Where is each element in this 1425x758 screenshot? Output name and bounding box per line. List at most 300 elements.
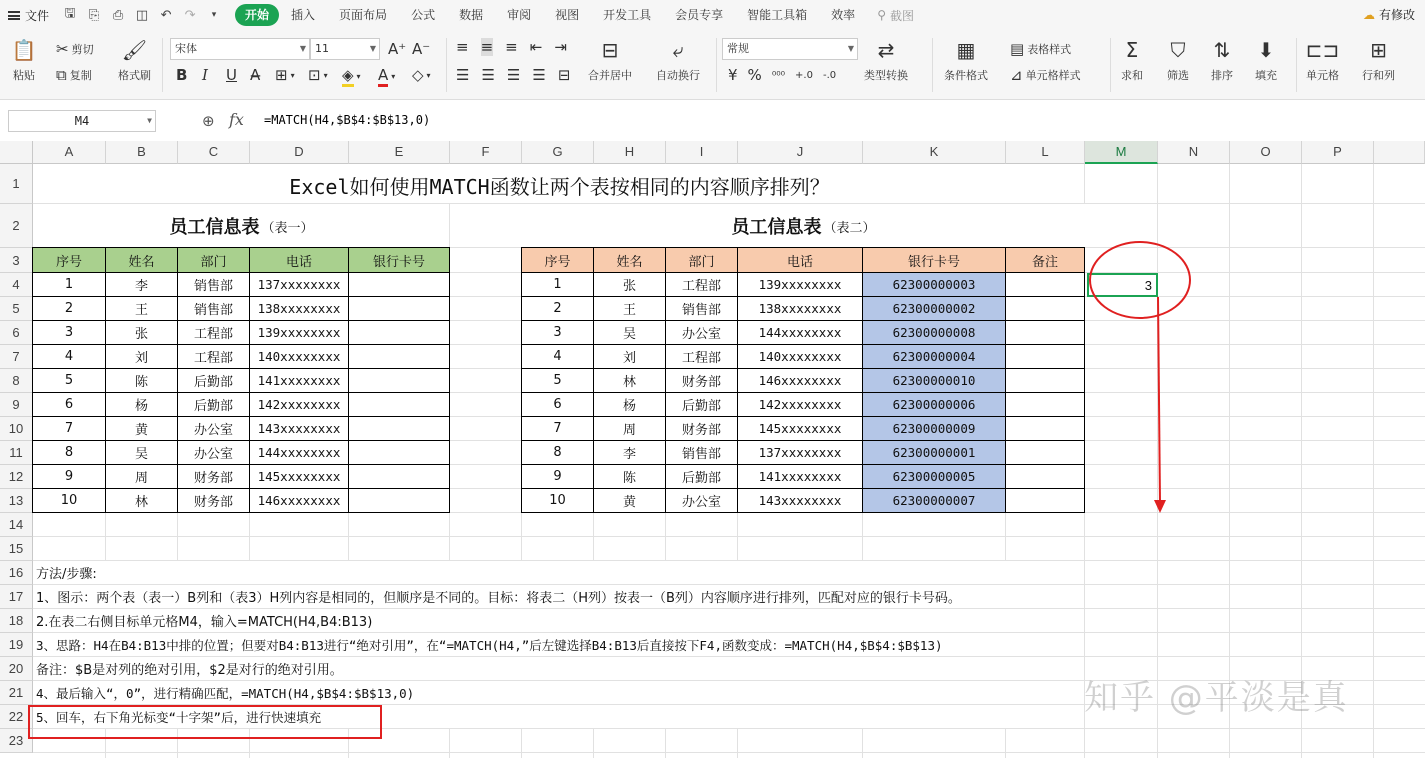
table1-data-cell[interactable]: 141xxxxxxxx xyxy=(250,369,349,393)
paste-button[interactable] xyxy=(10,36,38,83)
table1-data-cell[interactable]: 7 xyxy=(33,417,106,441)
column-header-c[interactable]: C xyxy=(178,141,250,164)
table1-data-cell[interactable]: 5 xyxy=(33,369,106,393)
step-text-0: 方法/步骤: xyxy=(36,567,97,582)
table2-header-cell[interactable]: 电话 xyxy=(738,248,863,273)
table1-data-cell[interactable]: 8 xyxy=(33,441,106,465)
table2-data-cell[interactable]: 62300000006 xyxy=(863,393,1006,417)
zoom-icon[interactable]: ⊕ xyxy=(202,112,215,130)
cond-format-label: 条件格式 xyxy=(944,69,988,82)
gridline-vertical xyxy=(1301,164,1302,758)
table1-data-cell[interactable]: 143xxxxxxxx xyxy=(250,417,349,441)
cell-button[interactable] xyxy=(1306,36,1339,83)
menu-bar xyxy=(0,0,1425,30)
distributed-icon[interactable]: ⊟ xyxy=(557,66,571,84)
table2-data-cell[interactable]: 1 xyxy=(522,273,594,297)
sigma-icon: Σ xyxy=(1125,38,1139,62)
align-bottom-icon[interactable]: ≡ xyxy=(505,38,518,56)
name-box[interactable] xyxy=(8,110,156,132)
table2-data-cell[interactable]: 9 xyxy=(522,465,594,489)
convert-icon: ⇄ xyxy=(877,38,895,62)
type-convert-button[interactable] xyxy=(864,36,908,83)
table2-data-cell[interactable]: 后勤部 xyxy=(666,465,738,489)
table1-data-cell[interactable]: 刘 xyxy=(106,345,178,369)
table1-data-cell[interactable]: 9 xyxy=(33,465,106,489)
table1-data-cell[interactable]: 139xxxxxxxx xyxy=(250,321,349,345)
align-center-icon[interactable]: ☰ xyxy=(481,66,495,84)
table2-data-cell[interactable] xyxy=(1006,393,1085,417)
table1-data-cell[interactable]: 1 xyxy=(33,273,106,297)
cut-button[interactable] xyxy=(56,40,94,58)
column-header-f[interactable]: F xyxy=(450,141,522,164)
table1-data-cell[interactable]: 6 xyxy=(33,393,106,417)
wrap-icon: ⤶ xyxy=(672,38,684,62)
row-header-14[interactable]: 14 xyxy=(0,513,33,537)
table1-header-cell[interactable]: 电话 xyxy=(250,248,349,273)
ribbon-divider xyxy=(1296,38,1297,92)
table1-data-cell[interactable]: 黄 xyxy=(106,417,178,441)
table1-data-cell[interactable]: 10 xyxy=(33,489,106,513)
sum-button[interactable] xyxy=(1118,36,1146,83)
row-header-7[interactable]: 7 xyxy=(0,345,33,369)
file-menu-label: 文件 xyxy=(25,8,50,23)
table2-data-cell[interactable]: 62300000002 xyxy=(863,297,1006,321)
table2-data-cell[interactable]: 周 xyxy=(594,417,666,441)
table1-data-cell[interactable]: 财务部 xyxy=(178,489,250,513)
chevron-down-icon[interactable]: ▾ xyxy=(211,10,217,20)
table-style-button[interactable] xyxy=(1010,40,1071,58)
table2-data-cell[interactable]: 黄 xyxy=(594,489,666,513)
wrap-text-button[interactable] xyxy=(656,36,700,83)
table2-data-cell[interactable]: 62300000005 xyxy=(863,465,1006,489)
clear-button[interactable]: ◇ ▾ xyxy=(412,66,431,84)
ribbon-divider xyxy=(446,38,447,92)
gridline-vertical xyxy=(1157,164,1158,758)
export-icon[interactable]: ⎘ xyxy=(88,7,100,23)
tab-3[interactable]: 公式 xyxy=(411,8,436,22)
font-decrease-icon: A⁻ xyxy=(412,40,431,58)
table2-data-cell[interactable]: 142xxxxxxxx xyxy=(738,393,863,417)
table2-data-cell[interactable]: 6 xyxy=(522,393,594,417)
table1-data-cell[interactable]: 吴 xyxy=(106,441,178,465)
table2-data-cell[interactable]: 林 xyxy=(594,369,666,393)
table1-data-cell[interactable]: 4 xyxy=(33,345,106,369)
underline-button[interactable] xyxy=(226,66,237,84)
column-header-a[interactable]: A xyxy=(33,141,106,164)
tab-7[interactable]: 开发工具 xyxy=(603,8,652,22)
align-middle-icon[interactable]: ≡ xyxy=(480,38,494,56)
border-icon: ⊞ xyxy=(275,66,288,84)
table2-data-cell[interactable]: 4 xyxy=(522,345,594,369)
table2-data-cell[interactable]: 李 xyxy=(594,441,666,465)
table1-data-cell[interactable]: 王 xyxy=(106,297,178,321)
step-text-3: 3、思路：H4在B4:B13中排的位置；但要对B4:B13进行“绝对引用”，在“=MATCH(H4,”后左键选择B4:B13后直接按下F4,函数变成：=MATCH(H4,$B$4:$B$13) xyxy=(36,637,943,653)
border-button[interactable]: ⊞ ▾ xyxy=(275,66,295,84)
chevron-down-icon: ▼ xyxy=(147,116,152,125)
column-header-j[interactable]: J xyxy=(738,141,863,164)
table1-data-cell[interactable]: 144xxxxxxxx xyxy=(250,441,349,465)
table2-data-cell[interactable]: 62300000001 xyxy=(863,441,1006,465)
copy-icon: ⧉ xyxy=(56,66,67,84)
tab-5[interactable]: 审阅 xyxy=(507,8,532,22)
row-header-12[interactable]: 12 xyxy=(0,465,33,489)
row-col-button[interactable] xyxy=(1362,36,1395,83)
column-header-d[interactable]: D xyxy=(250,141,349,164)
table1-title xyxy=(34,208,449,244)
tab-2[interactable]: 页面布局 xyxy=(339,8,388,22)
column-header-n[interactable]: N xyxy=(1158,141,1230,164)
eraser-icon: ◇ xyxy=(412,66,424,84)
table2-data-cell[interactable] xyxy=(1006,369,1085,393)
table1-data-cell[interactable]: 林 xyxy=(106,489,178,513)
selected-cell-m4[interactable]: 3 xyxy=(1087,273,1158,297)
table2-data-cell[interactable]: 62300000010 xyxy=(863,369,1006,393)
row-header-21[interactable]: 21 xyxy=(0,681,33,705)
table1-data-cell[interactable]: 工程部 xyxy=(178,321,250,345)
table2-data-cell[interactable]: 工程部 xyxy=(666,273,738,297)
sort-icon: ⇅ xyxy=(1213,38,1231,62)
ribbon xyxy=(0,30,1425,100)
search-label: 截图 xyxy=(889,8,914,23)
table1-data-cell[interactable]: 后勤部 xyxy=(178,369,250,393)
table1-header-cell[interactable]: 序号 xyxy=(33,248,106,273)
table2-data-cell[interactable] xyxy=(1006,345,1085,369)
table2-data-cell[interactable]: 8 xyxy=(522,441,594,465)
align-left-icon[interactable]: ☰ xyxy=(456,66,470,84)
table2-data-cell[interactable]: 137xxxxxxxx xyxy=(738,441,863,465)
filter-label: 筛选 xyxy=(1167,69,1189,82)
paint-bucket-icon: ◈ xyxy=(342,66,354,87)
table1-data-cell[interactable]: 137xxxxxxxx xyxy=(250,273,349,297)
table2-data-cell[interactable]: 62300000003 xyxy=(863,273,1006,297)
number-format-select[interactable] xyxy=(722,38,858,60)
formula-bar xyxy=(0,108,1425,136)
step-text-1: 1、图示：两个表（表一）B列和（表3）H列内容是相同的，但顺序是不同的。目标：将表二（H列）按表一（B列）内容顺序进行排列，匹配对应的银行卡号码。 xyxy=(36,591,961,606)
sum-label: 求和 xyxy=(1121,69,1143,82)
table2-data-cell[interactable]: 刘 xyxy=(594,345,666,369)
table2-data-cell[interactable]: 138xxxxxxxx xyxy=(738,297,863,321)
decimal-increase-icon[interactable]: +.0 xyxy=(795,69,813,81)
row-header-19[interactable]: 19 xyxy=(0,633,33,657)
table2-data-cell[interactable]: 140xxxxxxxx xyxy=(738,345,863,369)
cell-style-button[interactable] xyxy=(1010,66,1081,84)
table-style-label: 表格样式 xyxy=(1027,43,1072,56)
ribbon-tabs xyxy=(235,4,867,26)
percent-icon[interactable]: % xyxy=(747,66,762,84)
column-header-o[interactable]: O xyxy=(1230,141,1302,164)
table1-title-text: 员工信息表 xyxy=(169,217,260,238)
merge-center-label: 合并居中 xyxy=(588,69,632,82)
indent-increase-icon[interactable]: ⇥ xyxy=(554,38,567,56)
table1-data-cell[interactable]: 财务部 xyxy=(178,465,250,489)
row-header-3[interactable]: 3 xyxy=(0,248,33,273)
row-header-1[interactable]: 1 xyxy=(0,164,33,204)
column-header-p[interactable]: P xyxy=(1302,141,1374,164)
print-preview-icon[interactable]: ◫ xyxy=(135,7,149,23)
table2-data-cell[interactable]: 2 xyxy=(522,297,594,321)
number-tools xyxy=(728,66,836,84)
column-header-l[interactable]: L xyxy=(1006,141,1085,164)
table1-data-cell[interactable] xyxy=(349,297,450,321)
table2-data-cell[interactable] xyxy=(1006,273,1085,297)
row-header-13[interactable]: 13 xyxy=(0,489,33,513)
gridline-horizontal xyxy=(33,728,1425,729)
copy-button[interactable] xyxy=(56,66,92,84)
table1-data-cell[interactable]: 李 xyxy=(106,273,178,297)
column-header-m[interactable]: M xyxy=(1085,141,1158,164)
search-box[interactable] xyxy=(877,7,914,24)
table2-data-cell[interactable]: 62300000008 xyxy=(863,321,1006,345)
tab-4[interactable]: 数据 xyxy=(459,8,484,22)
table2-data-cell[interactable]: 工程部 xyxy=(666,345,738,369)
column-header-e[interactable]: E xyxy=(349,141,450,164)
tab-8[interactable]: 会员专享 xyxy=(675,8,724,22)
table1-data-cell[interactable] xyxy=(349,489,450,513)
table2-data-cell[interactable]: 后勤部 xyxy=(666,393,738,417)
column-header-h[interactable]: H xyxy=(594,141,666,164)
table1-data-cell[interactable] xyxy=(349,369,450,393)
row-header-22[interactable]: 22 xyxy=(0,705,33,729)
revise-button[interactable] xyxy=(1363,6,1415,23)
table2-data-cell[interactable] xyxy=(1006,465,1085,489)
step-text-4: 备注：$B是对列的绝对引用，$2是对行的绝对引用。 xyxy=(36,663,343,678)
tab-10[interactable]: 效率 xyxy=(831,8,856,22)
thousands-icon[interactable]: ⁰⁰⁰ xyxy=(771,68,786,82)
ribbon-divider xyxy=(932,38,933,92)
row-header-2[interactable]: 2 xyxy=(0,204,33,248)
table2-header-cell[interactable]: 银行卡号 xyxy=(863,248,1006,273)
row-header-16[interactable]: 16 xyxy=(0,561,33,585)
redo-icon[interactable]: ↷ xyxy=(184,7,196,23)
table2-data-cell[interactable]: 145xxxxxxxx xyxy=(738,417,863,441)
table2-data-cell[interactable] xyxy=(1006,297,1085,321)
conditional-format-button[interactable] xyxy=(944,36,988,83)
name-box-value: M4 xyxy=(74,114,90,128)
number-format-value: 常规 xyxy=(727,42,749,55)
font-name-select[interactable] xyxy=(170,38,310,60)
font-color-icon: A xyxy=(378,66,388,87)
align-right-icon[interactable]: ☰ xyxy=(506,66,521,84)
table1-data-cell[interactable] xyxy=(349,465,450,489)
table2-data-cell[interactable]: 5 xyxy=(522,369,594,393)
table2-data-cell[interactable]: 张 xyxy=(594,273,666,297)
row-col-label: 行和列 xyxy=(1362,69,1395,82)
decrease-font-button[interactable] xyxy=(412,40,430,58)
decimal-decrease-icon[interactable]: -.0 xyxy=(822,69,837,81)
table1-data-cell[interactable]: 146xxxxxxxx xyxy=(250,489,349,513)
indent-decrease-icon[interactable]: ⇤ xyxy=(529,38,543,56)
tab-1[interactable]: 插入 xyxy=(291,8,316,22)
save-icon[interactable]: 🖫 xyxy=(64,6,76,21)
table1-data-cell[interactable]: 张 xyxy=(106,321,178,345)
table2-data-cell[interactable]: 62300000004 xyxy=(863,345,1006,369)
table1-data-cell[interactable] xyxy=(349,321,450,345)
cell-style-icon: ⊿ xyxy=(1010,66,1023,84)
tab-6[interactable]: 视图 xyxy=(555,8,580,22)
table2-data-cell[interactable]: 141xxxxxxxx xyxy=(738,465,863,489)
font-increase-icon: A⁺ xyxy=(388,40,407,58)
filter-icon: ⛉ xyxy=(1170,38,1186,62)
table1-data-cell[interactable]: 陈 xyxy=(106,369,178,393)
table2-data-cell[interactable]: 146xxxxxxxx xyxy=(738,369,863,393)
function-icon[interactable]: fx xyxy=(229,110,244,129)
ribbon-divider xyxy=(1110,38,1111,92)
table2-data-cell[interactable]: 62300000007 xyxy=(863,489,1006,513)
table1-data-cell[interactable]: 周 xyxy=(106,465,178,489)
column-header-k[interactable]: K xyxy=(863,141,1006,164)
table2-data-cell[interactable]: 陈 xyxy=(594,465,666,489)
grid-icon: ▦ xyxy=(956,38,976,62)
table1-data-cell[interactable]: 后勤部 xyxy=(178,393,250,417)
column-header-b[interactable]: B xyxy=(106,141,178,164)
font-size-value: 11 xyxy=(315,42,329,55)
cell-fill-style-button[interactable]: ⊡ ▾ xyxy=(308,66,328,84)
table1-data-cell[interactable]: 办公室 xyxy=(178,441,250,465)
table1-data-cell[interactable] xyxy=(349,393,450,417)
watermark: 知乎 @平淡是真 xyxy=(1084,678,1349,718)
table1-header-cell[interactable]: 银行卡号 xyxy=(349,248,450,273)
sheet-title: Excel如何使用MATCH函数让两个表按相同的内容顺序排列？ xyxy=(289,174,830,199)
table2-data-cell[interactable]: 财务部 xyxy=(666,417,738,441)
table2-header-cell[interactable]: 备注 xyxy=(1006,248,1085,273)
italic-button[interactable] xyxy=(202,66,208,84)
cloud-icon: ☁ xyxy=(1362,7,1375,22)
scissors-icon: ✂ xyxy=(56,40,69,58)
gridline-vertical xyxy=(1373,164,1374,758)
table2-data-cell[interactable]: 王 xyxy=(594,297,666,321)
fill-down-icon: ⬇ xyxy=(1257,38,1275,62)
step-row-area xyxy=(33,561,1084,584)
row-header-11[interactable]: 11 xyxy=(0,441,33,465)
row-header-15[interactable]: 15 xyxy=(0,537,33,561)
format-painter-label: 格式刷 xyxy=(118,69,151,82)
strikethrough-button[interactable] xyxy=(250,66,260,84)
table2-data-cell[interactable]: 144xxxxxxxx xyxy=(738,321,863,345)
fill-button[interactable] xyxy=(1252,36,1280,83)
table1-header-cell[interactable]: 部门 xyxy=(178,248,250,273)
table1-data-cell[interactable]: 138xxxxxxxx xyxy=(250,297,349,321)
table1-header-cell[interactable]: 姓名 xyxy=(106,248,178,273)
table2-data-cell[interactable]: 吴 xyxy=(594,321,666,345)
table2-header-cell[interactable]: 姓名 xyxy=(594,248,666,273)
table2-data-cell[interactable]: 财务部 xyxy=(666,369,738,393)
justify-icon[interactable]: ☰ xyxy=(532,66,546,84)
underline-icon: U xyxy=(226,66,237,84)
table2-header-cell[interactable]: 部门 xyxy=(666,248,738,273)
tab-0[interactable]: 开始 xyxy=(235,4,279,26)
fill-color-button[interactable]: ◈ ▾ xyxy=(342,66,361,87)
table2-data-cell[interactable]: 143xxxxxxxx xyxy=(738,489,863,513)
print-icon[interactable]: ⎙ xyxy=(112,7,124,23)
align-top-icon[interactable]: ≡ xyxy=(456,38,469,56)
row-header-23[interactable]: 23 xyxy=(0,729,33,753)
table1-data-cell[interactable]: 140xxxxxxxx xyxy=(250,345,349,369)
font-color-button[interactable]: A ▾ xyxy=(378,66,395,87)
table2-data-cell[interactable] xyxy=(1006,321,1085,345)
table2-data-cell[interactable]: 139xxxxxxxx xyxy=(738,273,863,297)
tab-9[interactable]: 智能工具箱 xyxy=(747,8,808,22)
table2-data-cell[interactable]: 3 xyxy=(522,321,594,345)
formula-input[interactable]: =MATCH(H4,$B$4:$B$13,0) xyxy=(264,113,431,127)
font-size-select[interactable] xyxy=(310,38,380,60)
table2-data-cell[interactable]: 10 xyxy=(522,489,594,513)
table1-data-cell[interactable] xyxy=(349,417,450,441)
merge-center-button[interactable] xyxy=(588,36,632,83)
chevron-down-icon: ▼ xyxy=(847,44,854,53)
table2-data-cell[interactable]: 7 xyxy=(522,417,594,441)
table2-data-cell[interactable]: 办公室 xyxy=(666,321,738,345)
table1-data-cell[interactable]: 工程部 xyxy=(178,345,250,369)
search-icon: ⚲ xyxy=(877,8,886,22)
revise-label: 有修改 xyxy=(1378,8,1415,22)
row-header-9[interactable]: 9 xyxy=(0,393,33,417)
column-header-i[interactable]: I xyxy=(666,141,738,164)
table1-data-cell[interactable]: 销售部 xyxy=(178,273,250,297)
increase-font-button[interactable] xyxy=(388,40,406,58)
row-header-4[interactable]: 4 xyxy=(0,273,33,297)
table2-title xyxy=(522,208,1085,244)
row-header-20[interactable]: 20 xyxy=(0,657,33,681)
sort-button[interactable] xyxy=(1208,36,1236,83)
file-menu[interactable] xyxy=(8,7,49,24)
table1-data-cell[interactable]: 销售部 xyxy=(178,297,250,321)
row-header-17[interactable]: 17 xyxy=(0,585,33,609)
table2-data-cell[interactable]: 办公室 xyxy=(666,489,738,513)
row-header-18[interactable]: 18 xyxy=(0,609,33,633)
fill-label: 填充 xyxy=(1255,69,1277,82)
align-top-row xyxy=(456,38,567,56)
brush-icon: 🖌 xyxy=(121,38,148,62)
annotation-arrow-line xyxy=(1158,297,1160,503)
table1-data-cell[interactable]: 杨 xyxy=(106,393,178,417)
format-painter-button[interactable] xyxy=(118,36,151,83)
table2-data-cell[interactable]: 杨 xyxy=(594,393,666,417)
table-style-icon: ▤ xyxy=(1010,40,1025,58)
table2-data-cell[interactable] xyxy=(1006,417,1085,441)
bold-button[interactable] xyxy=(176,66,187,84)
row-header-8[interactable]: 8 xyxy=(0,369,33,393)
filter-button[interactable] xyxy=(1164,36,1192,83)
table2-data-cell[interactable]: 62300000009 xyxy=(863,417,1006,441)
table1-data-cell[interactable]: 145xxxxxxxx xyxy=(250,465,349,489)
select-all-corner[interactable] xyxy=(0,141,33,164)
table2-header-cell[interactable]: 序号 xyxy=(522,248,594,273)
table2-data-cell[interactable] xyxy=(1006,489,1085,513)
row-col-icon: ⊞ xyxy=(1370,38,1387,62)
table2-data-cell[interactable]: 销售部 xyxy=(666,441,738,465)
currency-icon[interactable]: ¥ xyxy=(728,66,738,84)
table1-data-cell[interactable] xyxy=(349,441,450,465)
row-header-6[interactable]: 6 xyxy=(0,321,33,345)
table1-data-cell[interactable]: 3 xyxy=(33,321,106,345)
undo-icon[interactable]: ↶ xyxy=(160,7,172,23)
table2-data-cell[interactable] xyxy=(1006,441,1085,465)
gridline-vertical xyxy=(1229,164,1230,758)
row-header-5[interactable]: 5 xyxy=(0,297,33,321)
table1-data-cell[interactable]: 2 xyxy=(33,297,106,321)
row-header-10[interactable]: 10 xyxy=(0,417,33,441)
column-header-g[interactable]: G xyxy=(522,141,594,164)
table1-data-cell[interactable]: 142xxxxxxxx xyxy=(250,393,349,417)
chevron-down-icon: ▼ xyxy=(369,44,376,53)
step-text-6: 5、回车，右下角光标变“十字架”后，进行快速填充 xyxy=(36,709,322,725)
sort-label: 排序 xyxy=(1211,69,1233,82)
table1-data-cell[interactable] xyxy=(349,273,450,297)
table1-data-cell[interactable]: 办公室 xyxy=(178,417,250,441)
table1-data-cell[interactable] xyxy=(349,345,450,369)
table2-data-cell[interactable]: 销售部 xyxy=(666,297,738,321)
bold-icon: B xyxy=(176,66,188,84)
